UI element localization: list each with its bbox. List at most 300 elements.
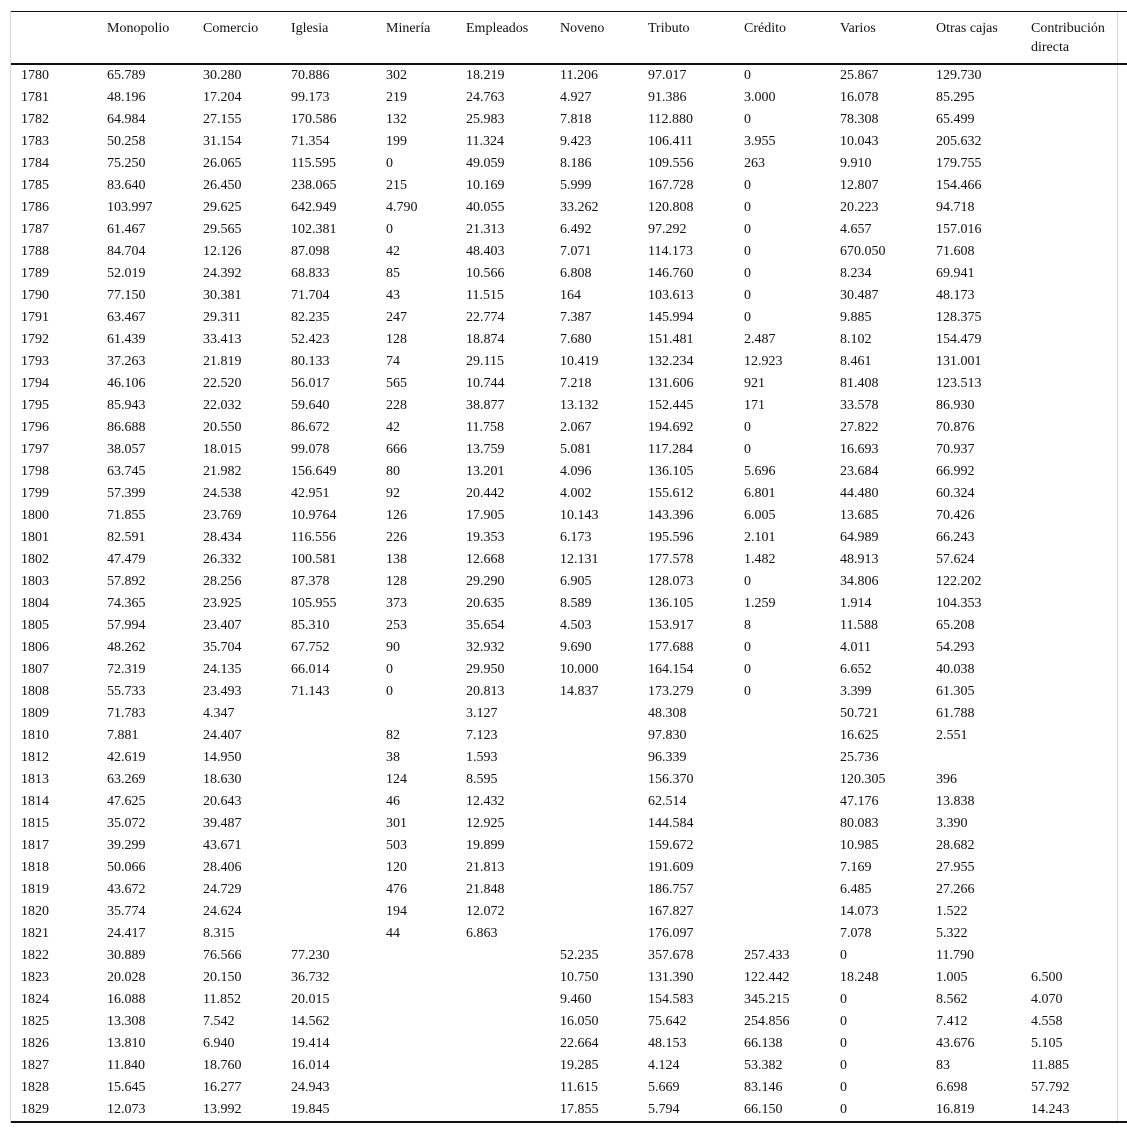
- header-empleados: Empleados: [466, 12, 560, 65]
- cell-tributo: 136.105: [648, 464, 694, 479]
- cell-varios: 48.913: [840, 552, 879, 567]
- cell-year: 1822: [21, 948, 49, 963]
- cell-comercio: 27.155: [203, 112, 242, 127]
- cell-comercio: 16.277: [203, 1080, 242, 1095]
- cell-comercio: 29.311: [203, 310, 241, 325]
- cell-year: 1815: [21, 816, 49, 831]
- cell-varios: 25.736: [840, 750, 879, 765]
- cell-noveno: 4.002: [560, 486, 592, 501]
- cell-mineria: 0: [386, 222, 393, 237]
- cell-year: 1783: [21, 134, 49, 149]
- cell-comercio: 18.015: [203, 442, 242, 457]
- header-year: [11, 12, 107, 65]
- cell-tributo: 144.584: [648, 816, 694, 831]
- cell-mineria: 42: [386, 244, 400, 259]
- cell-otras-cajas: 70.876: [936, 420, 975, 435]
- cell-mineria: 666: [386, 442, 407, 457]
- cell-mineria: 199: [386, 134, 407, 149]
- cell-tributo: 155.612: [648, 486, 694, 501]
- cell-iglesia: [291, 769, 386, 791]
- table-row: [11, 241, 1127, 263]
- cell-monopolio: 35.774: [107, 904, 146, 919]
- cell-empleados: 3.127: [466, 706, 498, 721]
- cell-year: 1786: [21, 200, 49, 215]
- cell-noveno: [560, 769, 648, 791]
- cell-comercio: 24.538: [203, 486, 242, 501]
- cell-otras-cajas: 85.295: [936, 90, 975, 105]
- cell-iglesia: 68.833: [291, 266, 330, 281]
- cell-tributo: 145.994: [648, 310, 694, 325]
- cell-empleados: [466, 989, 560, 1011]
- cell-comercio: 31.154: [203, 134, 242, 149]
- cell-contribucion-directa: [1031, 439, 1127, 461]
- cell-empleados: 13.201: [466, 464, 505, 479]
- cell-noveno: [560, 791, 648, 813]
- cell-monopolio: 30.889: [107, 948, 146, 963]
- cell-comercio: 23.925: [203, 596, 242, 611]
- cell-contribucion-directa: [1031, 791, 1127, 813]
- revenue-table: [11, 11, 1127, 1123]
- cell-monopolio: 35.072: [107, 816, 146, 831]
- table-row: [11, 373, 1127, 395]
- cell-year: 1780: [21, 68, 49, 83]
- cell-year: 1781: [21, 90, 49, 105]
- cell-comercio: 24.135: [203, 662, 242, 677]
- cell-tributo: 357.678: [648, 948, 694, 963]
- cell-iglesia: 42.951: [291, 486, 330, 501]
- cell-tributo: 191.609: [648, 860, 694, 875]
- cell-year: 1790: [21, 288, 49, 303]
- table-row: [11, 901, 1127, 923]
- table-row: [11, 835, 1127, 857]
- cell-varios: 670.050: [840, 244, 886, 259]
- table-row: [11, 659, 1127, 681]
- cell-comercio: 8.315: [203, 926, 235, 941]
- cell-year: 1795: [21, 398, 49, 413]
- cell-contribucion-directa: [1031, 659, 1127, 681]
- cell-year: 1799: [21, 486, 49, 501]
- cell-comercio: 13.992: [203, 1099, 291, 1122]
- cell-contribucion-directa: [1031, 703, 1127, 725]
- cell-varios: 81.408: [840, 376, 879, 391]
- cell-noveno: 9.460: [560, 992, 592, 1007]
- cell-otras-cajas: 131.001: [936, 354, 982, 369]
- cell-year: 1803: [21, 574, 49, 589]
- table-row: [11, 703, 1127, 725]
- cell-varios: 18.248: [840, 970, 879, 985]
- cell-comercio: 23.493: [203, 684, 242, 699]
- table-row: [11, 879, 1127, 901]
- cell-credito: 3.000: [744, 90, 776, 105]
- cell-otras-cajas: 157.016: [936, 222, 982, 237]
- cell-monopolio: 48.196: [107, 90, 146, 105]
- cell-varios: 30.487: [840, 288, 879, 303]
- cell-varios: 10.043: [840, 134, 879, 149]
- cell-monopolio: 13.308: [107, 1014, 146, 1029]
- table-body: [11, 64, 1127, 1122]
- cell-noveno: [560, 857, 648, 879]
- cell-noveno: 17.855: [560, 1099, 648, 1122]
- cell-iglesia: 86.672: [291, 420, 330, 435]
- cell-otras-cajas: 61.788: [936, 706, 975, 721]
- cell-tributo: 117.284: [648, 442, 693, 457]
- cell-credito: [744, 879, 840, 901]
- cell-mineria: 120: [386, 860, 407, 875]
- cell-year: 1793: [21, 354, 49, 369]
- cell-tributo: 109.556: [648, 156, 694, 171]
- cell-comercio: 21.982: [203, 464, 242, 479]
- cell-varios: 11.588: [840, 618, 878, 633]
- table-row: [11, 571, 1127, 593]
- cell-year: 1801: [21, 530, 49, 545]
- cell-iglesia: 52.423: [291, 332, 330, 347]
- cell-tributo: 143.396: [648, 508, 694, 523]
- cell-contribucion-directa: [1031, 87, 1127, 109]
- table-row: [11, 329, 1127, 351]
- cell-year: 1802: [21, 552, 49, 567]
- cell-otras-cajas: 70.426: [936, 508, 975, 523]
- cell-monopolio: 39.299: [107, 838, 146, 853]
- cell-empleados: 12.668: [466, 552, 505, 567]
- cell-contribucion-directa: [1031, 857, 1127, 879]
- cell-credito: 66.150: [744, 1099, 840, 1122]
- cell-credito: 0: [744, 640, 751, 655]
- cell-empleados: 29.115: [466, 354, 504, 369]
- cell-tributo: 153.917: [648, 618, 694, 633]
- cell-contribucion-directa: [1031, 813, 1127, 835]
- cell-otras-cajas: 2.551: [936, 728, 968, 743]
- cell-comercio: 20.150: [203, 970, 242, 985]
- cell-comercio: 18.630: [203, 772, 242, 787]
- cell-noveno: 10.750: [560, 970, 599, 985]
- cell-iglesia: 19.845: [291, 1099, 386, 1122]
- cell-tributo: 194.692: [648, 420, 694, 435]
- cell-contribucion-directa: [1031, 395, 1127, 417]
- cell-iglesia: 24.943: [291, 1080, 330, 1095]
- cell-iglesia: 70.886: [291, 68, 330, 83]
- cell-mineria: 90: [386, 640, 400, 655]
- cell-iglesia: [291, 857, 386, 879]
- table-row: [11, 109, 1127, 131]
- cell-comercio: 35.704: [203, 640, 242, 655]
- cell-year: 1792: [21, 332, 49, 347]
- table-row: [11, 813, 1127, 835]
- cell-mineria: 253: [386, 618, 407, 633]
- table-row: [11, 593, 1127, 615]
- table-row: [11, 1077, 1127, 1099]
- cell-varios: 25.867: [840, 68, 879, 83]
- cell-noveno: [560, 747, 648, 769]
- cell-tributo: 120.808: [648, 200, 694, 215]
- cell-contribucion-directa: [1031, 879, 1127, 901]
- cell-noveno: [560, 703, 648, 725]
- cell-contribucion-directa: [1031, 417, 1127, 439]
- cell-iglesia: 170.586: [291, 112, 337, 127]
- cell-credito: 263: [744, 156, 765, 171]
- cell-noveno: 13.132: [560, 398, 599, 413]
- cell-iglesia: 100.581: [291, 552, 337, 567]
- cell-iglesia: 66.014: [291, 662, 330, 677]
- cell-contribucion-directa: [1031, 461, 1127, 483]
- cell-contribucion-directa: [1031, 901, 1127, 923]
- table-row: [11, 1033, 1127, 1055]
- table-row: [11, 747, 1127, 769]
- cell-empleados: 1.593: [466, 750, 498, 765]
- cell-noveno: 9.690: [560, 640, 592, 655]
- cell-contribucion-directa: [1031, 131, 1127, 153]
- cell-noveno: 10.000: [560, 662, 599, 677]
- cell-monopolio: 50.258: [107, 134, 146, 149]
- cell-noveno: 4.503: [560, 618, 592, 633]
- cell-comercio: 29.625: [203, 200, 242, 215]
- revenue-table-container: [10, 11, 1118, 1123]
- cell-noveno: 7.680: [560, 332, 592, 347]
- cell-mineria: 126: [386, 508, 407, 523]
- cell-empleados: 25.983: [466, 112, 505, 127]
- cell-iglesia: [291, 835, 386, 857]
- cell-mineria: 38: [386, 750, 400, 765]
- cell-credito: 0: [744, 244, 751, 259]
- cell-tributo: 177.688: [648, 640, 694, 655]
- cell-tributo: 106.411: [648, 134, 693, 149]
- cell-varios: 0: [840, 948, 847, 963]
- cell-varios: 120.305: [840, 772, 886, 787]
- cell-comercio: 23.407: [203, 618, 242, 633]
- cell-tributo: 5.669: [648, 1080, 680, 1095]
- cell-tributo: 167.827: [648, 904, 694, 919]
- cell-otras-cajas: 60.324: [936, 486, 975, 501]
- cell-noveno: [560, 725, 648, 747]
- cell-otras-cajas: 57.624: [936, 552, 975, 567]
- cell-year: 1782: [21, 112, 49, 127]
- cell-credito: 0: [744, 662, 751, 677]
- cell-iglesia: 71.143: [291, 684, 330, 699]
- cell-iglesia: 80.133: [291, 354, 330, 369]
- table-row: [11, 791, 1127, 813]
- cell-year: 1819: [21, 882, 49, 897]
- cell-iglesia: 14.562: [291, 1014, 330, 1029]
- cell-iglesia: 87.378: [291, 574, 330, 589]
- table-row: [11, 64, 1127, 87]
- cell-year: 1807: [21, 662, 49, 677]
- cell-empleados: 48.403: [466, 244, 505, 259]
- cell-monopolio: 61.467: [107, 222, 146, 237]
- cell-iglesia: [291, 747, 386, 769]
- cell-varios: 8.234: [840, 266, 872, 281]
- cell-contribucion-directa: [1031, 263, 1127, 285]
- cell-comercio: 23.769: [203, 508, 242, 523]
- cell-noveno: 8.589: [560, 596, 592, 611]
- cell-otras-cajas: 27.955: [936, 860, 975, 875]
- cell-otras-cajas: 28.682: [936, 838, 975, 853]
- cell-credito: 122.442: [744, 970, 790, 985]
- cell-contribucion-directa: [1031, 64, 1127, 87]
- cell-varios: 64.989: [840, 530, 879, 545]
- cell-year: 1808: [21, 684, 49, 699]
- table-row: [11, 505, 1127, 527]
- table-row: [11, 527, 1127, 549]
- cell-monopolio: 63.467: [107, 310, 146, 325]
- table-row: [11, 153, 1127, 175]
- cell-contribucion-directa: 5.105: [1031, 1036, 1063, 1051]
- cell-credito: [744, 813, 840, 835]
- cell-noveno: 10.419: [560, 354, 599, 369]
- cell-contribucion-directa: [1031, 681, 1127, 703]
- cell-varios: 9.910: [840, 156, 872, 171]
- cell-comercio: 20.643: [203, 794, 242, 809]
- cell-monopolio: 82.591: [107, 530, 146, 545]
- cell-mineria: [386, 1077, 466, 1099]
- cell-varios: 10.985: [840, 838, 879, 853]
- cell-credito: [744, 747, 840, 769]
- cell-varios: 0: [840, 1080, 847, 1095]
- cell-tributo: 173.279: [648, 684, 694, 699]
- cell-noveno: 10.143: [560, 508, 599, 523]
- cell-mineria: 219: [386, 90, 407, 105]
- cell-empleados: [466, 967, 560, 989]
- cell-varios: 34.806: [840, 574, 879, 589]
- cell-otras-cajas: 65.499: [936, 112, 975, 127]
- cell-monopolio: 16.088: [107, 992, 146, 1007]
- cell-credito: 2.487: [744, 332, 776, 347]
- cell-mineria: 128: [386, 574, 407, 589]
- cell-iglesia: 59.640: [291, 398, 330, 413]
- cell-otras-cajas: 16.819: [936, 1099, 1031, 1122]
- cell-otras-cajas: 8.562: [936, 992, 968, 1007]
- cell-iglesia: 105.955: [291, 596, 337, 611]
- cell-tributo: 48.308: [648, 706, 687, 721]
- cell-year: 1788: [21, 244, 49, 259]
- cell-year: 1823: [21, 970, 49, 985]
- cell-credito: 5.696: [744, 464, 776, 479]
- cell-year: 1785: [21, 178, 49, 193]
- cell-year: 1826: [21, 1036, 49, 1051]
- cell-monopolio: 61.439: [107, 332, 146, 347]
- cell-noveno: 11.615: [560, 1080, 598, 1095]
- cell-year: 1796: [21, 420, 49, 435]
- cell-iglesia: 82.235: [291, 310, 330, 325]
- table-row: [11, 131, 1127, 153]
- cell-otras-cajas: [936, 747, 1031, 769]
- cell-otras-cajas: 13.838: [936, 794, 975, 809]
- cell-contribucion-directa: [1031, 571, 1127, 593]
- cell-noveno: 7.071: [560, 244, 592, 259]
- cell-otras-cajas: 71.608: [936, 244, 975, 259]
- cell-empleados: 29.290: [466, 574, 505, 589]
- cell-otras-cajas: 7.412: [936, 1014, 968, 1029]
- cell-credito: 921: [744, 376, 765, 391]
- cell-comercio: 14.950: [203, 750, 242, 765]
- cell-iglesia: 71.354: [291, 134, 330, 149]
- cell-contribucion-directa: [1031, 769, 1127, 791]
- cell-year: 1789: [21, 266, 49, 281]
- cell-mineria: [386, 1011, 466, 1033]
- cell-contribucion-directa: [1031, 175, 1127, 197]
- cell-mineria: [386, 1099, 466, 1122]
- cell-comercio: 30.381: [203, 288, 242, 303]
- cell-iglesia: 116.556: [291, 530, 336, 545]
- cell-empleados: 17.905: [466, 508, 505, 523]
- cell-credito: [744, 769, 840, 791]
- cell-comercio: 28.434: [203, 530, 242, 545]
- cell-iglesia: [291, 725, 386, 747]
- cell-year: 1810: [21, 728, 49, 743]
- cell-mineria: 46: [386, 794, 400, 809]
- cell-iglesia: 238.065: [291, 178, 337, 193]
- cell-contribucion-directa: [1031, 593, 1127, 615]
- cell-otras-cajas: 27.266: [936, 882, 975, 897]
- table-row: [11, 461, 1127, 483]
- cell-year: 1794: [21, 376, 49, 391]
- cell-credito: 0: [744, 684, 751, 699]
- cell-noveno: 7.818: [560, 112, 592, 127]
- cell-otras-cajas: 3.390: [936, 816, 968, 831]
- cell-comercio: 28.406: [203, 860, 242, 875]
- cell-mineria: 85: [386, 266, 400, 281]
- table-row: [11, 923, 1127, 945]
- cell-contribucion-directa: [1031, 219, 1127, 241]
- cell-contribucion-directa: [1031, 109, 1127, 131]
- cell-monopolio: 74.365: [107, 596, 146, 611]
- cell-year: 1806: [21, 640, 49, 655]
- cell-contribucion-directa: [1031, 615, 1127, 637]
- cell-credito: 0: [744, 310, 751, 325]
- cell-empleados: 40.055: [466, 200, 505, 215]
- cell-varios: 4.657: [840, 222, 872, 237]
- cell-otras-cajas: 65.208: [936, 618, 975, 633]
- cell-empleados: 8.595: [466, 772, 498, 787]
- cell-contribucion-directa: [1031, 241, 1127, 263]
- cell-varios: 44.480: [840, 486, 879, 501]
- cell-varios: 0: [840, 1099, 936, 1122]
- table-row: [11, 989, 1127, 1011]
- header-mineria: Minería: [386, 12, 466, 65]
- cell-comercio: 18.760: [203, 1058, 242, 1073]
- cell-contribucion-directa: [1031, 945, 1127, 967]
- cell-credito: [744, 857, 840, 879]
- cell-noveno: [560, 813, 648, 835]
- header-credito: Crédito: [744, 12, 840, 65]
- cell-varios: 13.685: [840, 508, 879, 523]
- cell-varios: 8.102: [840, 332, 872, 347]
- cell-empleados: 49.059: [466, 156, 505, 171]
- cell-noveno: [560, 879, 648, 901]
- cell-varios: 27.822: [840, 420, 879, 435]
- cell-mineria: 302: [386, 68, 407, 83]
- cell-year: 1821: [21, 926, 49, 941]
- cell-monopolio: 83.640: [107, 178, 146, 193]
- cell-empleados: 21.813: [466, 860, 505, 875]
- cell-otras-cajas: 86.930: [936, 398, 975, 413]
- header-comercio: Comercio: [203, 12, 291, 65]
- cell-contribucion-directa: [1031, 637, 1127, 659]
- table-row: [11, 681, 1127, 703]
- cell-credito: 0: [744, 112, 751, 127]
- cell-iglesia: 10.9764: [291, 508, 337, 523]
- cell-mineria: 215: [386, 178, 407, 193]
- cell-varios: 16.078: [840, 90, 879, 105]
- cell-contribucion-directa: [1031, 329, 1127, 351]
- cell-mineria: 132: [386, 112, 407, 127]
- cell-empleados: 18.219: [466, 68, 505, 83]
- cell-noveno: 5.999: [560, 178, 592, 193]
- table-row: [11, 351, 1127, 373]
- cell-varios: 7.078: [840, 926, 872, 941]
- cell-varios: 6.652: [840, 662, 872, 677]
- cell-tributo: 131.606: [648, 376, 694, 391]
- cell-monopolio: 63.269: [107, 772, 146, 787]
- cell-noveno: [560, 923, 648, 945]
